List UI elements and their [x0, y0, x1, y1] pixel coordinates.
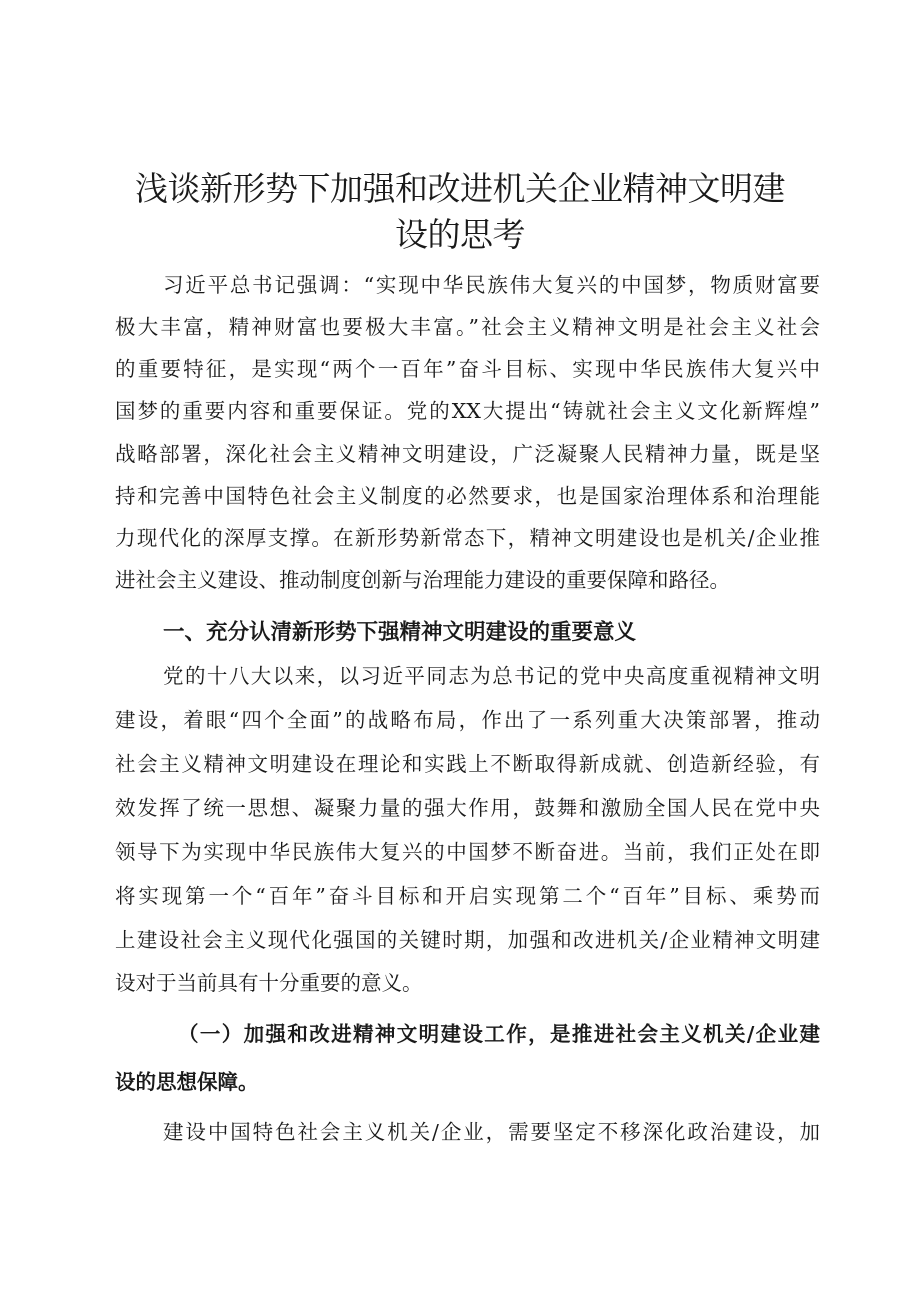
intro-paragraph-line: 持和完善中国特色社会主义制度的必然要求，也是国家治理体系和治理能: [115, 484, 820, 508]
section-1-paragraph-line: 领导下为实现中华民族伟大复兴的中国梦不断奋进。当前，我们正处在即: [115, 840, 820, 864]
document-title-line-1: 浅谈新形势下加强和改进机关企业精神文明建: [135, 169, 785, 208]
section-1-paragraph-line: 设对于当前具有十分重要的意义。: [115, 971, 423, 995]
section-1-paragraph-line: 建设，着眼“四个全面”的战略布局，作出了一系列重大决策部署，推动: [115, 708, 820, 732]
intro-paragraph-line: 习近平总书记强调：“实现中华民族伟大复兴的中国梦，物质财富要: [163, 273, 820, 297]
intro-paragraph-line: 进社会主义建设、推动制度创新与治理能力建设的重要保障和路径。: [115, 568, 730, 592]
intro-paragraph-line: 国梦的重要内容和重要保证。党的XX大提出“铸就社会主义文化新辉煌”: [115, 399, 820, 423]
document-title-line-2: 设的思考: [395, 215, 525, 254]
section-1-paragraph-line: 效发挥了统一思想、凝聚力量的强大作用，鼓舞和激励全国人民在党中央: [115, 796, 820, 820]
section-1-paragraph-line: 上建设社会主义现代化强国的关键时期，加强和改进机关/企业精神文明建: [115, 928, 820, 952]
section-1-paragraph-line: 党的十八大以来，以习近平同志为总书记的党中央高度重视精神文明: [163, 664, 820, 688]
section-1-heading: 一、充分认清新形势下强精神文明建设的重要意义: [163, 620, 637, 645]
section-1-paragraph-line: 将实现第一个“百年”奋斗目标和开启实现第二个“百年”目标、乘势而: [115, 884, 820, 908]
section-1-paragraph-line: 社会主义精神文明建设在理论和实践上不断取得新成就、创造新经验，有: [115, 752, 820, 776]
intro-paragraph-line: 的重要特征，是实现“两个一百年”奋斗目标、实现中华民族伟大复兴中: [115, 357, 820, 381]
subsection-1-paragraph-line: 建设中国特色社会主义机关/企业，需要坚定不移深化政治建设，加: [163, 1120, 820, 1144]
subsection-1-heading-continuation: 设的思想保障。: [115, 1070, 259, 1094]
subsection-1-heading: （一）加强和改进精神文明建设工作，是推进社会主义机关/企业建: [178, 1022, 820, 1046]
intro-paragraph-line: 力现代化的深厚支撑。在新形势新常态下，精神文明建设也是机关/企业推: [115, 526, 820, 550]
intro-paragraph-line: 极大丰富，精神财富也要极大丰富。”社会主义精神文明是社会主义社会: [115, 315, 820, 339]
intro-paragraph-line: 战略部署，深化社会主义精神文明建设，广泛凝聚人民精神力量，既是坚: [115, 442, 820, 466]
